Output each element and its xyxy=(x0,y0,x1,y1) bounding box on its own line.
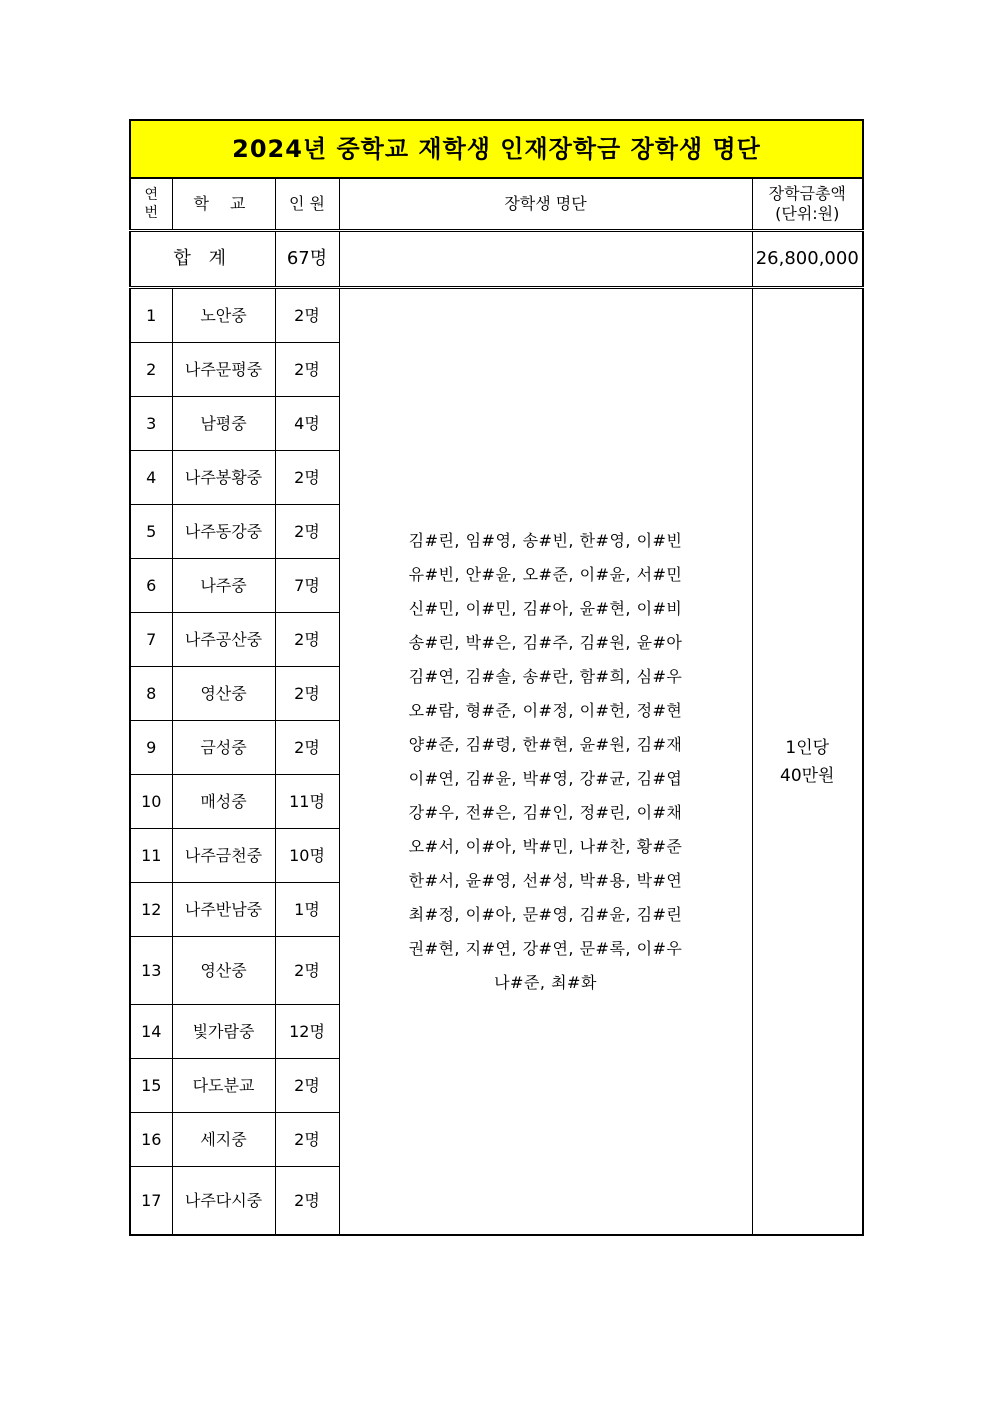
row-no: 3 xyxy=(130,397,172,451)
row-no: 15 xyxy=(130,1059,172,1113)
row-no: 6 xyxy=(130,559,172,613)
row-school: 남평중 xyxy=(172,397,275,451)
header-no-line2: 번 xyxy=(144,205,159,221)
student-names-line: 최#정, 이#아, 문#영, 김#윤, 김#린 xyxy=(408,904,683,924)
table-header-row xyxy=(130,178,863,231)
per-person-line2: 40만원 xyxy=(780,765,835,786)
student-names-line: 신#민, 이#민, 김#아, 윤#현, 이#비 xyxy=(408,598,683,618)
header-names: 장학생 명단 xyxy=(339,178,752,231)
table-row xyxy=(130,288,863,343)
row-no: 16 xyxy=(130,1113,172,1167)
scholarship-table xyxy=(129,119,864,1236)
student-names-line: 오#람, 형#준, 이#정, 이#헌, 정#현 xyxy=(408,700,683,720)
row-school: 세지중 xyxy=(172,1113,275,1167)
row-school: 나주반남중 xyxy=(172,883,275,937)
row-count: 2명 xyxy=(275,343,339,397)
row-school: 영산중 xyxy=(172,937,275,1005)
row-school: 나주금천중 xyxy=(172,829,275,883)
row-no: 12 xyxy=(130,883,172,937)
row-no: 17 xyxy=(130,1167,172,1236)
row-no: 1 xyxy=(130,288,172,343)
row-school: 나주다시중 xyxy=(172,1167,275,1236)
row-school: 나주봉황중 xyxy=(172,451,275,505)
total-names-empty xyxy=(339,231,752,288)
row-count: 1명 xyxy=(275,883,339,937)
student-names-line: 김#린, 임#영, 송#빈, 한#영, 이#빈 xyxy=(408,530,683,550)
row-no: 2 xyxy=(130,343,172,397)
row-count: 2명 xyxy=(275,288,339,343)
row-count: 2명 xyxy=(275,667,339,721)
row-count: 2명 xyxy=(275,505,339,559)
row-no: 8 xyxy=(130,667,172,721)
header-no xyxy=(130,178,172,231)
row-school: 노안중 xyxy=(172,288,275,343)
row-school: 금성중 xyxy=(172,721,275,775)
scholarship-document xyxy=(129,119,862,1236)
row-no: 7 xyxy=(130,613,172,667)
header-amount xyxy=(752,178,863,231)
total-row xyxy=(130,231,863,288)
total-amount: 26,800,000 xyxy=(752,231,863,288)
row-count: 10명 xyxy=(275,829,339,883)
student-names-list xyxy=(339,288,752,1236)
total-label: 합 계 xyxy=(130,231,275,288)
row-count: 11명 xyxy=(275,775,339,829)
row-school: 나주중 xyxy=(172,559,275,613)
row-no: 11 xyxy=(130,829,172,883)
row-count: 2명 xyxy=(275,1059,339,1113)
row-no: 13 xyxy=(130,937,172,1005)
student-names-line: 송#린, 박#은, 김#주, 김#원, 윤#아 xyxy=(408,632,683,652)
row-no: 9 xyxy=(130,721,172,775)
row-school: 영산중 xyxy=(172,667,275,721)
row-school: 빛가람중 xyxy=(172,1005,275,1059)
row-count: 2명 xyxy=(275,1167,339,1236)
row-count: 7명 xyxy=(275,559,339,613)
row-count: 2명 xyxy=(275,721,339,775)
page-title: 2024년 중학교 재학생 인재장학금 장학생 명단 xyxy=(130,120,863,178)
row-count: 2명 xyxy=(275,451,339,505)
header-no-line1: 연 xyxy=(144,187,159,203)
row-count: 2명 xyxy=(275,613,339,667)
header-amount-line2: (단위:원) xyxy=(775,204,840,223)
header-amount-line1: 장학금총액 xyxy=(768,184,846,203)
total-count: 67명 xyxy=(275,231,339,288)
student-names-line: 권#현, 지#연, 강#연, 문#록, 이#우 xyxy=(408,938,683,958)
row-school: 다도분교 xyxy=(172,1059,275,1113)
student-names-line: 김#연, 김#솔, 송#란, 함#희, 심#우 xyxy=(408,666,683,686)
row-school: 매성중 xyxy=(172,775,275,829)
row-count: 2명 xyxy=(275,1113,339,1167)
row-count: 2명 xyxy=(275,937,339,1005)
row-count: 4명 xyxy=(275,397,339,451)
row-school: 나주문평중 xyxy=(172,343,275,397)
row-no: 10 xyxy=(130,775,172,829)
row-no: 5 xyxy=(130,505,172,559)
student-names-line: 강#우, 전#은, 김#인, 정#린, 이#채 xyxy=(408,802,683,822)
row-count: 12명 xyxy=(275,1005,339,1059)
row-school: 나주공산중 xyxy=(172,613,275,667)
row-school: 나주동강중 xyxy=(172,505,275,559)
student-names-line: 이#연, 김#윤, 박#영, 강#균, 김#엽 xyxy=(408,768,683,788)
per-person-amount xyxy=(752,288,863,1236)
student-names-line: 한#서, 윤#영, 선#성, 박#용, 박#연 xyxy=(408,870,683,890)
header-school: 학 교 xyxy=(172,178,275,231)
row-no: 14 xyxy=(130,1005,172,1059)
student-names-line: 나#준, 최#화 xyxy=(494,972,597,992)
student-names-line: 양#준, 김#령, 한#현, 윤#원, 김#재 xyxy=(408,734,683,754)
header-count: 인 원 xyxy=(275,178,339,231)
student-names-line: 유#빈, 안#윤, 오#준, 이#윤, 서#민 xyxy=(408,564,683,584)
per-person-line1: 1인당 xyxy=(785,737,830,758)
student-names-line: 오#서, 이#아, 박#민, 나#찬, 황#준 xyxy=(408,836,683,856)
row-no: 4 xyxy=(130,451,172,505)
